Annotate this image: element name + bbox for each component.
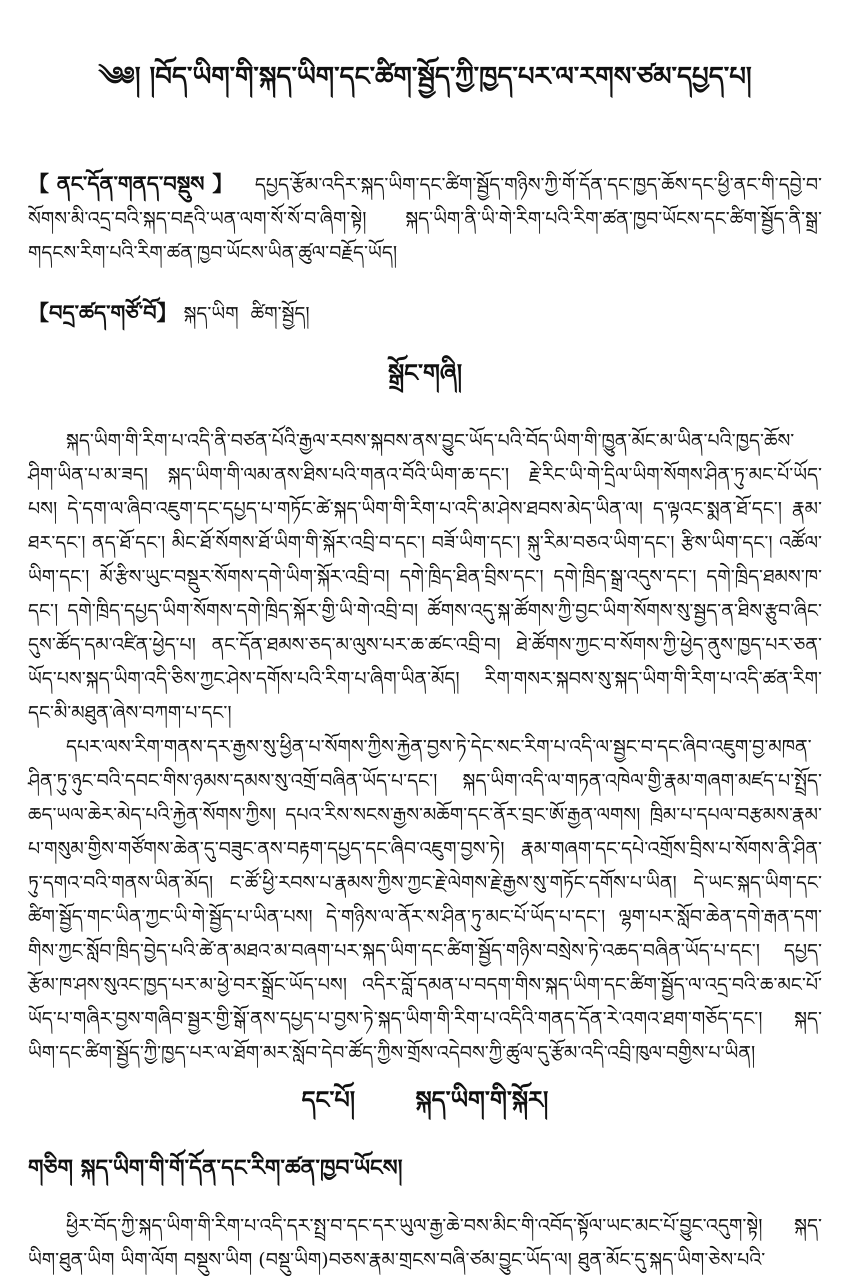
intro-paragraph-2: དཔར་ལས་རིག་གནས་དར་རྒྱས་སུ་ཕྱིན་པ་སོགས་ཀྱིས་རྐྱེན་བྱས་ཏེ་དེང་སང་རིག་པ་འདི་ལ་སྦྱང་བ་དང་ཞིབ་འཇུག་བྱ་མཁན་ཤིན་ཏུ་ཉུང་བའི་དབང་གིས་ཉམས་དམས་སུ་འགྲོ་བཞིན་ཡོད་པ་དང་། སྐད་ཡིག་འདི་ལ་གཏན་འཁེལ་གྱི་རྣམ་གཞག་མཛད་པ་སྤྲོད་ཆད་ཡལ་ཆེར་མེད་པའི་རྐྱེན་སོགས་ཀྱིས། དཔའ་རིས་སངས་རྒྱས་མཆོག་དང་ནོར་བྲང་ཨོ་རྒྱན་ལགས། ཁྲིམ་པ་དཔལ་བརྩམས་རྣམ་པ་གསུམ་གྱིས་གཙོགས་ཆེན་དུ་བཟུང་ནས་བརྟག་དཔྱད་དང་ཞིབ་འཇུག་བྱས་ཏེ། རྣམ་གཞག་དང་དཔེ་འགྲོས་བྲིས་པ་སོགས་ནི་ཤིན་ཏུ་དགའ་བའི་གནས་ཡིན་མོད། ང་ཚོ་ཕྱི་རབས་པ་རྣམས་ཀྱིས་ཀྱང་རྗེ་ལེགས་རྗེ་རྒྱས་སུ་གཏོང་དགོས་པ་ཡིན། དེ་ཡང་སྐད་ཡིག་དང་ཚིག་སྦྱོད་གང་ཡིན་ཀྱང་ཡི་གེ་སྦྱོད་པ་ཡིན་པས། དེ་གཉིས་ལ་ནོར་ས་ཤིན་ཏུ་མང་པོ་ཡོད་པ་དང་། ལྷག་པར་སློབ་ཆེན་དགེ་རྒན་དག་གིས་ཀྱང་སློབ་ཁྲིད་བྱེད་པའི་ཚེ་ན་མཐའ་མ་བཞག་པར་སྐད་ཡིག་དང་ཚིག་སྦྱོད་གཉིས་བསྲེས་ཏེ་འཆད་བཞིན་ཡོད་པ་དང་། དཔྱད་རྩོམ་ཁ་ཤས་སུའང་ཁྱད་པར་མ་ཕྱེ་བར་སྒྲོང་ཡོད་པས། འདིར་བློ་དམན་པ་བདག་གིས་སྐད་ཡིག་དང་ཚིག་སྦྱོད་ལ་འདྲ་བའི་ཆ་མང་པོ་ཡོད་པ་གཞིར་བྱས་གཞིབ་སྦྱར་གྱི་སྒོ་ནས་དཔྱད་པ་བྱས་ཏེ་སྐད་ཡིག་གི་རིག་པ་འདིའི་གནད་དོན་རེ་འགའ་ཐག་གཅོད་དང་། སྐད་ཡིག་དང་ཚིག་སྦྱོད་ཀྱི་ཁྱད་པར་ལ་ཐོག་མར་སློབ་དེབ་ཚོད་ཀྱིས་གྲོས་འདེབས་ཀྱི་ཚུལ་དུ་རྩོམ་འདི་འབྲི་ཁུལ་བགྱིས་པ་ཡིན། [28, 736, 822, 1064]
chapter-title: སྐད་ཡིག་གི་སྐོར། [415, 1085, 549, 1114]
keyword-item: སྐད་ཡིག [183, 303, 239, 325]
keyword-item: ཚིག་སྦྱོད། [250, 303, 310, 325]
abstract [28, 167, 822, 270]
keywords-label: 【བདྲ་ཚད་གཙོ་བོ】 [28, 300, 178, 325]
chapter-heading [28, 1074, 822, 1141]
keywords [28, 296, 822, 331]
intro-paragraph-1: སྐད་ཡིག་གི་རིག་པ་འདི་ནི་བཙན་པོའི་རྒྱལ་རབས་སྐབས་ནས་བྱུང་ཡོད་པའི་བོད་ཡིག་གི་ཁྱུན་མོང་མ་ཡིན་པའི་ཁྱད་ཆོས་ཤིག་ཡིན་པ་མ་ཟད། སྐད་ཡིག་གི་ལམ་ནས་ཐིས་པའི་གནའ་བོའི་ཡིག་ཆ་དང་། རྗེ་རིང་ཡི་གེ་དྲིལ་ཡིག་སོགས་ཤིན་ཏུ་མང་པོ་ཡོད་པས། དེ་དག་ལ་ཞིབ་འཇུག་དང་དཔྱད་པ་གཏོང་ཚེ་སྐད་ཡིག་གི་རིག་པ་འདི་མ་ཤེས་ཐབས་མེད་ཡིན་ལ། ད་ལྟའང་སྨན་ཐོ་དང་། རྣམ་ཐར་དང་། ནད་ཐོ་དང་། མིང་ཐོ་སོགས་ཐོ་ཡིག་གི་སྐོར་འབྲི་བ་དང་། བཟོ་ཡིག་དང་། སྐུ་རིམ་བཅའ་ཡིག་དང་། རྩིས་ཡིག་དང་། འཚོལ་ཡིག་དང་། མོ་རྩིས་ཡུང་བསྡུར་སོགས་དགེ་ཡིག་སྐོར་འབྲི་བ། དགེ་ཁྲིད་ཐིན་བྲིས་དང་། དགེ་ཁྲིད་སྒྲ་འདུས་དང་། དགེ་ཁྲིད་ཐམས་ཁ་དང་། དགེ་ཁྲིད་དཔྱད་ཡིག་སོགས་དགེ་ཁྲིད་སྐོར་གྱི་ཡི་གེ་འབྲི་བ། ཚོགས་འདུ་སྐ་ཚོགས་ཀྱི་བྱང་ཡིག་སོགས་སུ་སྦྱད་ན་ཐིས་རྩུབ་ཞིང་དུས་ཚོད་དམ་འཛིན་ཕྱེད་པ། ནང་དོན་ཐམས་ཅད་མ་ལུས་པར་ཆ་ཚང་འབྲི་བ། ཐེ་ཚོགས་ཀྱང་བ་སོགས་ཀྱི་ཕྱེད་ནུས་ཁྱད་པར་ཅན་ཡོད་པས་སྐད་ཡིག་འདི་ཅིས་ཀྱང་ཤེས་དགོས་པའི་རིག་པ་ཞིག་ཡིན་མོད། རིག་གསར་སྐབས་སུ་སྐད་ཡིག་གི་རིག་པ་འདི་ཚན་རིག་དང་མི་མཐུན་ཞེས་བཀག་པ་དང་། [28, 430, 822, 724]
chapter-number: དང་པོ། [301, 1085, 356, 1114]
intro-heading: སྒྲོང་གཞི། [387, 358, 463, 387]
document-title: ༄༅། །བོད་ཡིག་གི་སྐད་ཡིག་དང་ཚིག་སྦྱོད་ཀྱི་ཁྱད་པར་ལ་རགས་ཙམ་དཔྱད་པ། [98, 62, 752, 92]
abstract-label: 【ནང་དོན་གནད་བསྡུས】 [28, 171, 242, 196]
subsection-heading: གཅིག སྐད་ཡིག་གི་གོ་དོན་དང་རིག་ཚན་ཁྱབ་ཡོངས། [28, 1155, 403, 1181]
abstract-text: དཔྱད་རྩོམ་འདིར་སྐད་ཡིག་དང་ཚིག་སྦྱོད་གཉིས་ཀྱི་གོ་དོན་དང་ཁྱད་ཆོས་དང་ཕྱི་ནང་གི་དབྱེ་བ་སོགས་མི་འདྲ་བའི་སྐད་བརྡའི་ཡན་ལག་སོ་སོ་བ་ཞིག་སྟེ། སྐད་ཡིག་ནི་ཡི་གེ་རིག་པའི་རིག་ཚན་ཁྱབ་ཡོངས་དང་ཚིག་སྦྱོད་ནི་སྒྲ་གདངས་རིག་པའི་རིག་ཚན་ཁྱབ་ཡོངས་ཡིན་ཚུལ་བརྗོད་ཡོད། [28, 174, 822, 264]
subsection-paragraph: ཕྱིར་བོད་ཀྱི་སྐད་ཡིག་གི་རིག་པ་འདི་དར་སྤྲ་བ་དང་དར་ཡུལ་རྒྱ་ཆེ་བས་མིང་གི་འབོད་སྟོལ་ཡང་མང་པོ་བྱུང་འདུག་སྟེ། སྐད་ཡིག་ཐུན་ཡིག ཡིག་ལོག བསྡུས་ཡིག (བསྡུ་ཡིག)བཅས་རྣམ་གྲངས་བཞི་ཙམ་བྱུང་ཡོད་ལ། ཐུན་མོང་དུ་སྐད་ཡིག་ཅེས་པའི་ [28, 1215, 822, 1271]
